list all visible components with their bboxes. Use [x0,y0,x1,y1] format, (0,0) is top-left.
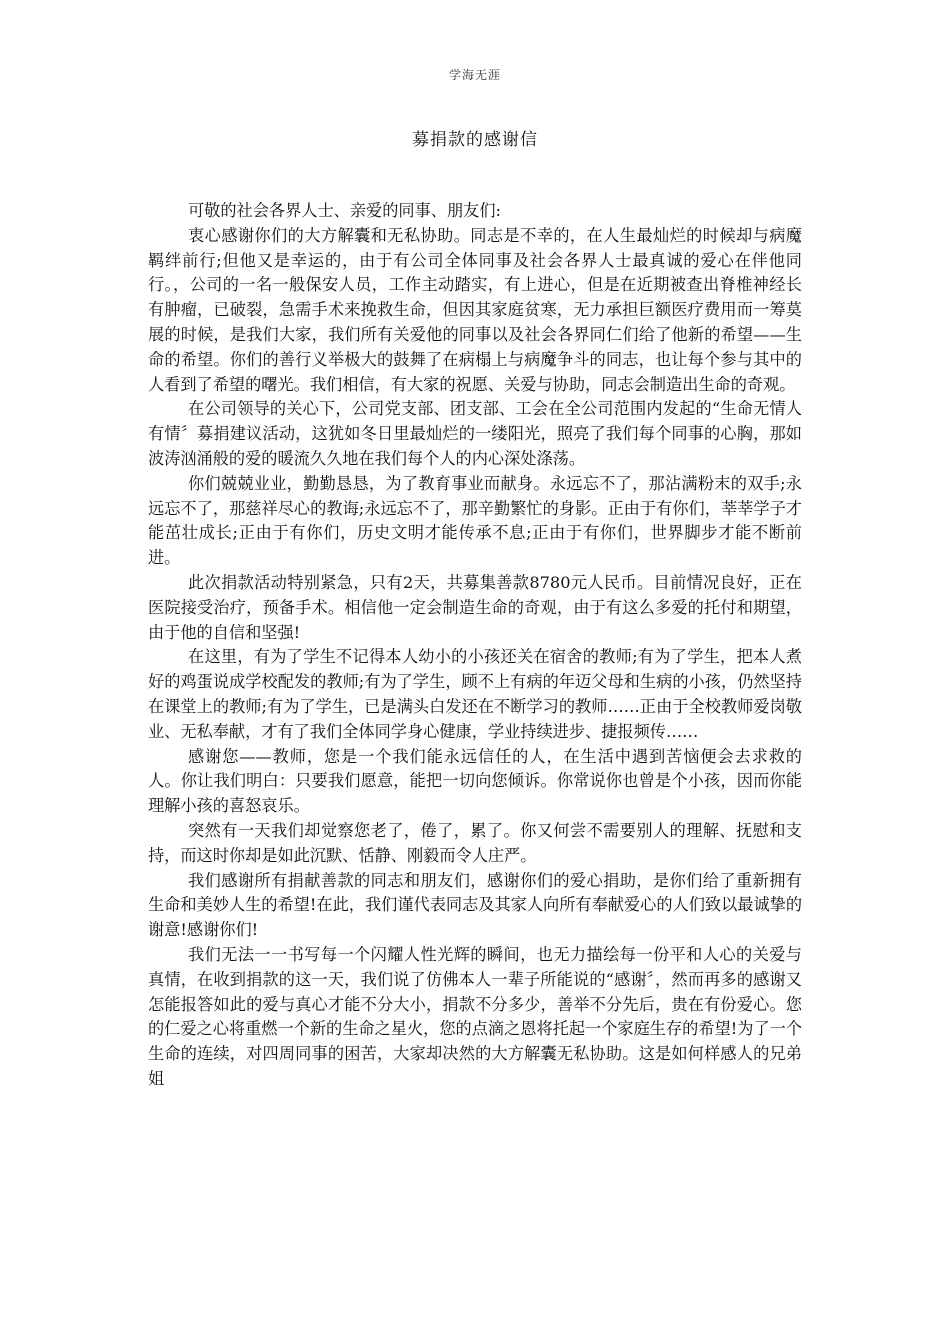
paragraph-5: 在这里，有为了学生不记得本人幼小的小孩还关在宿舍的教师;有为了学生，把本人煮好的鸡蛋说成学校配发的教师;有为了学生，顾不上有病的年迈父母和生病的小孩，仍然坚持在课堂上的教师;有为了学生，已是满头白发还在不断学习的教师……正由于全校教师爱岗敬业、无私奉献，才有了我们全体同学身心健康，学业持续进步、捷报频传…… [148,647,802,741]
paragraph-2: 在公司领导的关心下，公司党支部、团支部、工会在全公司范围内发起的“生命无情人有情〞募捐建议活动，这犹如冬日里最灿烂的一缕阳光，照亮了我们每个同事的心胸，那如波涛汹涌般的爱的暖流久久地在我们每个人的内心深处涤荡。 [148,399,802,468]
paragraph-1: 衷心感谢你们的大方解囊和无私协助。同志是不幸的，在人生最灿烂的时候却与病魔羁绊前行;但他又是幸运的，由于有公司全体同事及社会各界人士最真诚的爱心在伴他同行。，公司的一名一般保安人员，工作主动踏实，有上进心，但是在近期被查出脊椎神经长有肿瘤，已破裂，急需手术来挽救生命，但因其家庭贫寒，无力承担巨额医疗费用而一筹莫展的时候，是我们大家，我们所有关爱他的同事以及社会各界同仁们给了他新的希望——生命的希望。你们的善行义举极大的鼓舞了在病榻上与病魔争斗的同志，也让每个参与其中的人看到了希望的曙光。我们相信，有大家的祝愿、关爱与协助，同志会制造出生命的奇观。 [148,225,802,394]
paragraph-4: 此次捐款活动特别紧急，只有2天，共募集善款8780元人民币。目前情况良好，正在医院接受治疗，预备手术。相信他一定会制造生命的奇观，由于有这么多爱的托付和期望，由于他的自信和坚强! [148,572,802,642]
page-header: 学海无涯 [448,68,501,82]
paragraph-7: 突然有一天我们却觉察您老了，倦了，累了。你又何尝不需要别人的理解、抚慰和支持，而这时你却是如此沉默、恬静、刚毅而令人庄严。 [148,820,802,865]
document-title: 募捐款的感谢信 [412,130,538,150]
paragraph-6: 感谢您——教师，您是一个我们能永远信任的人，在生活中遇到苦恼便会去求救的人。你让我们明白：只要我们愿意，能把一切向您倾诉。你常说你也曾是个小孩，因而你能理解小孩的喜怒哀乐。 [148,746,802,816]
paragraph-8: 我们感谢所有捐献善款的同志和朋友们，感谢你们的爱心捐助，是你们给了重新拥有生命和美妙人生的希望!在此，我们谨代表同志及其家人向所有奉献爱心的人们致以最诚挚的谢意!感谢你们! [148,870,803,940]
paragraph-9: 我们无法一一书写每一个闪耀人性光辉的瞬间，也无力描绘每一份平和人心的关爱与真情，在收到捐款的这一天，我们说了仿佛本人一辈子所能说的“感谢〞，然而再多的感谢又怎能报答如此的爱与真心才能不分大小，捐款不分多少，善举不分先后，贵在有份爱心。您的仁爱之心将重燃一个新的生命之星火，您的点滴之恩将托起一个家庭生存的希望!为了一个生命的连续，对四周同事的困苦，大家却决然的大方解囊无私协助。这是如何样感人的兄弟姐 [148,944,803,1088]
letter-body [148,199,802,1092]
paragraph-3: 你们兢兢业业，勤勤恳恳，为了教育事业而献身。永远忘不了，那沾满粉末的双手;永远忘不了，那慈祥尽心的教诲;永远忘不了，那辛勤繁忙的身影。正由于有你们，莘莘学子才能茁壮成长;正由于有你们，历史文明才能传承不息;正由于有你们，世界脚步才能不断前进。 [148,473,802,568]
salutation: 可敬的社会各界人士、亲爱的同事、朋友们: [188,201,502,220]
